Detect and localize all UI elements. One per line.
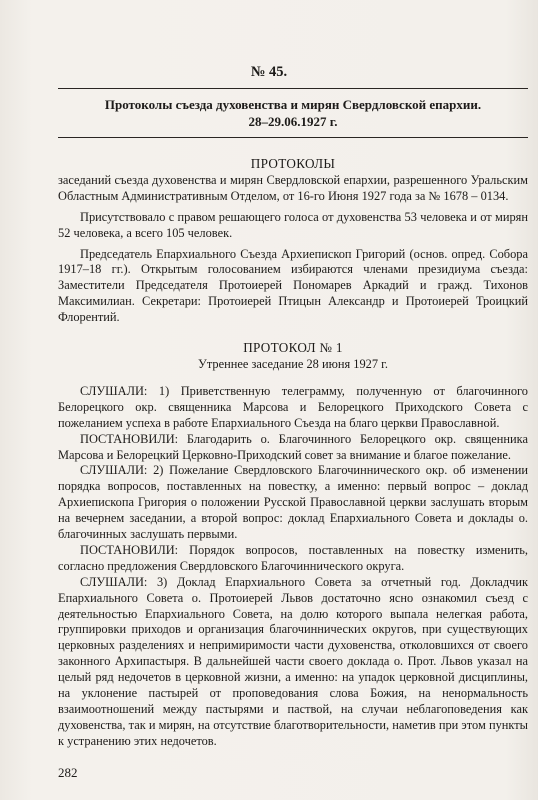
document-number: № 45. — [250, 64, 288, 80]
document-body — [58, 156, 528, 750]
bottom-rule — [58, 137, 528, 138]
protocol-item-3: СЛУШАЛИ: 2) Пожелание Свердловского Благочиннического окр. об изменении порядка вопросов, поставленных на повестку, а именно: первый вопрос – доклад Архиепископа Григория о положении Русской Православной церкви заслушать вторым на вечернем заседании, а второй вопрос: доклад Епархиального Совета и доклады о. благочинных заслушать первыми. — [58, 463, 528, 542]
protocol-item-5: СЛУШАЛИ: 3) Доклад Епархиального Совета за отчетный год. Докладчик Епархиального Совета о. Протоиерей Львов достаточно ясно ознакомил съезд с деятельностью Епархиального Совета, на долю которого выпала нелегкая работа, группировки приходов и организация благочиннических округов, при существующих церковных разделениях и непримиримости части духовенства, отколовшихся от своего законного Архипастыря. В дальнейшей части своего доклада о. Прот. Львов указал на целый ряд недочетов в церковной жизни, а именно: на упадок церковной дисциплины, на уклонение пастырей от проповедования слова Божия, на ненормальность взаимоотношений между пастырями и паствой, на случаи неблагоповедения как духовенства, так и мирян, на отсутствие благотворительности, наметив при этом пункты к устранению этих недочетов. — [58, 574, 528, 748]
protocol-item-2: ПОСТАНОВИЛИ: Благодарить о. Благочинного Белорецкого окр. священника Марсова и Белорецкий Церковно-Приходский совет за внимание и благое пожелание. — [58, 431, 528, 462]
intro-paragraph-1: заседаний съезда духовенства и мирян Свердловской епархии, разрешенного Уральским Областным Административным Отделом, от 16-го Июня 1927 года за № 1678 – 0134. — [58, 172, 528, 203]
document-title-line-1: Протоколы съезда духовенства и мирян Свердловской епархии. — [104, 97, 482, 112]
protocol-heading: ПРОТОКОЛ № 1 — [243, 340, 343, 356]
document-title — [58, 96, 528, 130]
protocol-item-4: ПОСТАНОВИЛИ: Порядок вопросов, поставленных на повестку изменить, согласно предложения Свердловского Благочиннического округа. — [58, 542, 528, 573]
protocol-subheading: Утреннее заседание 28 июня 1927 г. — [198, 356, 388, 371]
section-heading: ПРОТОКОЛЫ — [250, 156, 336, 171]
top-rule — [58, 88, 528, 89]
intro-paragraph-2: Присутствовало с правом решающего голоса от духовенства 53 человека и от мирян 52 человека, а всего 105 человек. — [58, 209, 528, 240]
protocol-item-1: СЛУШАЛИ: 1) Приветственную телеграмму, полученную от благочинного Белорецкого окр. священника Марсова и Белорецкого Приходского Совета с пожеланием успеха в работе Епархиального Съезда на благо церкви Православной. — [58, 383, 528, 430]
document-title-line-2: 28–29.06.1927 г. — [248, 114, 338, 129]
page-number: 282 — [58, 765, 78, 780]
intro-paragraph-3: Председатель Епархиального Съезда Архиепископ Григорий (основ. опред. Собора 1917–18 гг.). Открытым голосованием избираются членами президиума съезда: Заместители Председателя Протоиерей Пономарев Аркадий и гражд. Тихонов Максимилиан. Секретари: Протоиерей Птицын Александр и Протоиерей Троицкий Флорентий. — [58, 246, 528, 325]
